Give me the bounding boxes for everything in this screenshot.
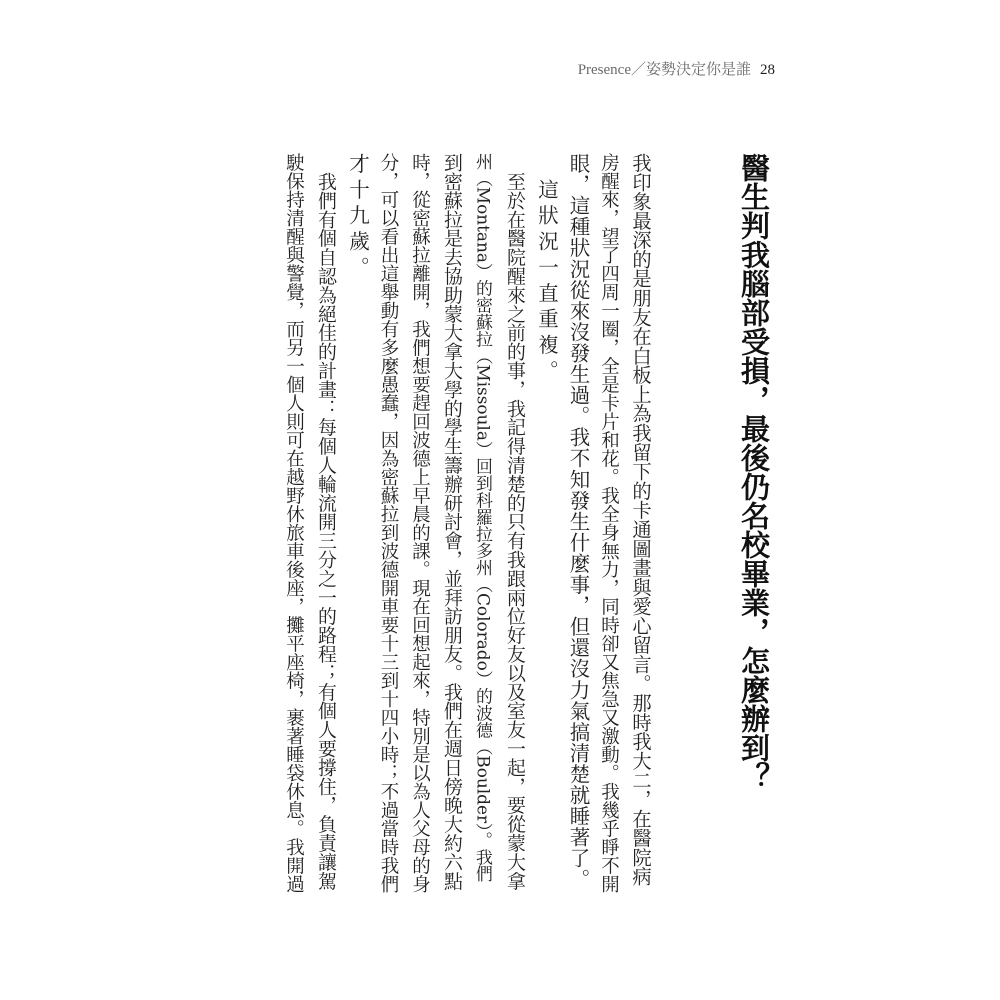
body-line: 駛保持清醒與警覺，而另一個人則可在越野休旅車後座，攤平座椅，裹著睡袋休息。我開過 — [283, 153, 305, 893]
body-line: 我印象最深的是朋友在白板上為我留下的卡通圖畫與愛心留言。那時我大二，在醫院病 — [629, 153, 652, 887]
body-line: 分，可以看出這舉動有多麼愚蠢，因為密蘇拉到波德開車要十三到十四小時；不過當時我們 — [378, 153, 399, 893]
body-line: 到密蘇拉是去協助蒙大拿大學的學生籌辦研討會，並拜訪朋友。我們在週日傍晚大約六點 — [441, 153, 463, 891]
body-line: 州（Montana）的密蘇拉（Missoula）回到科羅拉多州（Colorado）的波德（Boulder）。我們 — [473, 153, 494, 883]
chapter-title: 醫生判我腦部受損，最後仍名校畢業，怎麼辦到？ — [737, 153, 771, 791]
body-text — [278, 153, 656, 893]
body-line: 眼，這種狀況從來沒發生過。我不知發生什麼事，但還沒力氣搞清楚就睡著了。 — [566, 153, 590, 890]
body-line: 至於在醫院醒來之前的事，我記得清楚的只有我跟兩位好友以及室友一起，要從蒙大拿 — [504, 153, 526, 891]
body-line: 房醒來，望了四周一圈，全是卡片和花。我全身無力，同時卻又焦急又激動。我幾乎睜不開 — [598, 153, 620, 893]
running-header — [520, 58, 775, 82]
page-number: 28 — [760, 62, 775, 78]
running-title: Presence／姿勢決定你是誰 — [577, 62, 751, 78]
body-line: 我們有個自認為絕佳的計畫：每個人輪流開三分之一的路程；有個人要撐住，負責讓駕 — [315, 153, 337, 891]
body-line: 時，從密蘇拉離開，我們想要趕回波德上早晨的課。現在回想起來，特別是以為人父母的身 — [409, 153, 431, 893]
body-line: 才十九歲。 — [345, 153, 370, 283]
body-line: 這狀況一直重複。 — [534, 153, 559, 386]
